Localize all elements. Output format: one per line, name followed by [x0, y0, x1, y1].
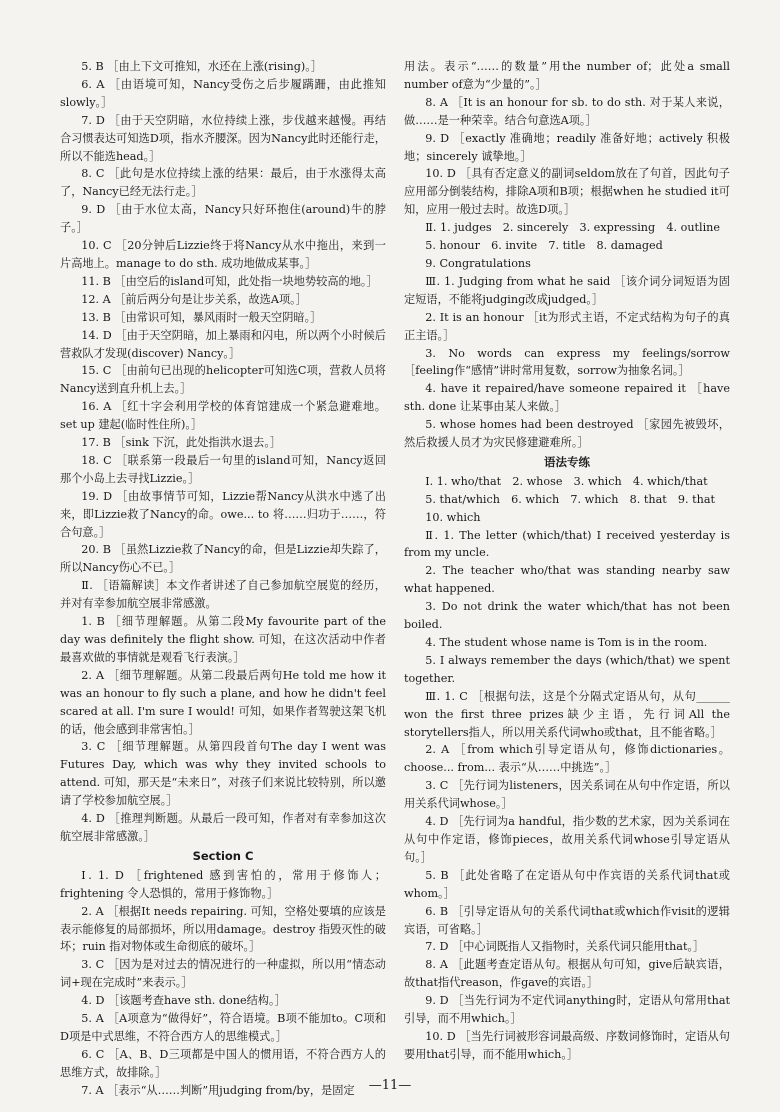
answer-entry: 10. D ［当先行词被形容词最高级、序数词修饰时，定语从句要用that引导，而不能用which。］	[404, 1029, 730, 1061]
answer-entry: 5. whose homes had been destroyed ［家园先被毁坏，然后救援人员才为灾民修建避难所。］	[404, 418, 730, 450]
answer-entry: 8. A ［It is an honour for sb. to do sth. 对于某人来说，做……是一种荣幸。结合句意选A项。］	[404, 95, 730, 127]
answer-entry: 20. B ［虽然Lizzie救了Nancy的命，但是Lizzie却失踪了，所以Nancy伤心不已。］	[60, 543, 386, 575]
answer-entry: 4. D ［先行词为a handful，指少数的艺术家，因为关系词在从句中作定语，修饰pieces，故用关系代词whose引导定语从句。］	[404, 815, 730, 864]
answer-entry: 5. that/which 6. which 7. which 8. that 9. that	[425, 492, 716, 506]
answer-entry: 6. C ［A、B、D三项都是中国人的惯用语，不符合西方人的思维方式，故排除。］	[60, 1047, 386, 1079]
answer-entry: 10. C ［20分钟后Lizzie终于将Nancy从水中拖出，来到一片高地上。manage to do sth. 成功地做成某事。］	[60, 239, 386, 270]
answer-entry: 15. C ［由前句已出现的helicopter可知选C项，营救人员将Nancy送到直升机上去。］	[60, 364, 386, 396]
answer-entry: 4. D ［推理判断题。从最后一段可知，作者对有幸参加这次航空展非常感激。］	[60, 812, 386, 843]
answer-entry: 3. Do not drink the water which/that has not been boiled.	[404, 600, 730, 632]
answer-entry: 11. B ［由空后的island可知，此处指一块地势较高的地。］	[81, 274, 378, 288]
answer-entry: 10. D ［具有否定意义的副词seldom放在了句首，因此句子应用部分倒装结构，排除A项和B项；根据when he studied it可知，应用一般过去时。故选D项。］	[404, 167, 730, 217]
answer-entry: 9. Congratulations	[425, 256, 531, 270]
answer-entry: 5. B ［此处省略了在定语从句中作宾语的关系代词that或whom。］	[404, 868, 730, 900]
answer-entry: Ⅱ. ［语篇解读］本文作者讲述了自己参加航空展览的经历，并对有幸参加航空展非常感激。	[60, 579, 386, 611]
answer-entry: Ⅱ. 1. judges 2. sincerely 3. expressing 4. outline	[425, 221, 721, 235]
answer-entry: 5. A ［A项意为“做得好”，符合语境。B项不能加to。C项和D项是中式思维，不符合西方人的思维模式。］	[60, 1012, 386, 1043]
answer-entry: 2. It is an honour ［it为形式主语，不定式结构为句子的真正主语。］	[404, 310, 730, 342]
section-heading: 语法专练	[544, 454, 590, 469]
answer-entry: 4. D ［该题考查have sth. done结构。］	[81, 994, 286, 1008]
answer-entry: 6. A ［由语境可知，Nancy受伤之后步履蹒跚，由此推知slowly。］	[60, 77, 386, 109]
answer-entry: Ⅲ. 1. Judging from what he said ［该介词分词短语为固定短语，不能将judging改成judged。］	[404, 274, 730, 306]
answer-entry: Ⅱ. 1. The letter (which/that) I received yesterday is from my uncle.	[404, 528, 730, 560]
answer-entry: 8. C ［此句是水位持续上涨的结果：最后，由于水涨得太高了，Nancy已经无法行走。］	[60, 167, 386, 199]
answer-entry: 5. I always remember the days (which/that) we spent together.	[404, 653, 730, 685]
answer-entry: 12. A ［前后两分句是让步关系，故选A项。］	[81, 292, 307, 306]
answer-entry: 2. A ［细节理解题。从第二段最后两句He told me how it was an honour to fly such a plane, and how he didn't feel scared at all. I'm sure I would! 可知，如果作者驾驶这架飞机的话，他会感到非常害怕。］	[60, 668, 386, 736]
answer-entry: 13. B ［由常识可知，暴风雨时一般天空阴暗。］	[81, 310, 322, 324]
answer-entry: 17. B ［sink 下沉，此处指洪水退去。］	[81, 436, 282, 450]
answer-entry: 3. No words can express my feelings/sorrow ［feeling作“感情”讲时常用复数，sorrow为抽象名词。］	[404, 346, 730, 378]
answer-entry: 7. D ［由于天空阴暗，水位持续上涨，步伐越来越慢。再结合习惯表达可知选D项，指水齐腰深。因为Nancy此时还能行走，所以不能选head。］	[60, 113, 386, 163]
answer-entry: 3. C ［细节理解题。从第四段首句The day I went was Futures Day, which was why they invited schools to attend. 可知，那天是“未来日”，对孩子们来说比较特别，所以邀请了学校参加航空展。］	[60, 740, 386, 808]
answer-entry: 1. B ［细节理解题。从第二段My favourite part of the day was definitely the flight show. 可知，在这次活动中作者最喜欢做的事情就是观看飞行表演。］	[60, 615, 386, 664]
answer-entry: 10. which	[425, 510, 481, 524]
answer-entry: 3. C ［先行词为listeners，因关系词在从句中作定语，所以用关系代词whose。］	[404, 779, 730, 811]
answer-entry: 5. B ［由上下文可推知，水还在上涨(rising)。］	[81, 60, 323, 73]
answer-entry: 2. A ［from which引导定语从句，修饰dictionaries。choose... from... 表示“从……中挑选”。］	[404, 743, 730, 775]
answer-entry: 16. A ［红十字会利用学校的体育馆建成一个紧急避难地。set up 建起(临时性住所)。］	[60, 400, 386, 432]
answer-entry: 9. D ［由于水位太高，Nancy只好环抱住(around)牛的脖子。］	[60, 203, 386, 235]
answer-entry: 7. A ［表示“从……判断”用judging from/by，是固定	[81, 1083, 355, 1097]
answer-entry: 3. C ［因为是对过去的情况进行的一种虚拟，所以用“情态动词+现在完成时”来表示。］	[60, 958, 386, 990]
answer-entry: 9. D ［exactly 准确地；readily 准备好地；actively 积极地；sincerely 诚挚地。］	[404, 131, 730, 163]
answer-entry: Ⅰ. 1. D ［frightened 感到害怕的，常用于修饰人；frightening 令人恐惧的，常用于修饰物。］	[60, 868, 386, 900]
answer-entry: 14. D ［由于天空阴暗，加上暴雨和闪电，所以两个小时候后营救队才发现(discover) Nancy。］	[60, 328, 386, 360]
page-number: —11—	[368, 1078, 412, 1093]
answer-entry: 2. A ［根据It needs repairing. 可知，空格处要填的应该是表示能修复的局部损坏，所以用damage。destroy 指毁灭性的破坏；ruin 指对物体或生命彻底的破坏。］	[60, 904, 386, 954]
answer-entry: 4. have it repaired/have someone repaired it ［have sth. done 让某事由某人来做。］	[404, 382, 730, 414]
section-heading: Section C	[192, 848, 254, 863]
answer-entry: 8. A ［此题考查定语从句。根据从句可知，give后缺宾语，故that指代reason，作gave的宾语。］	[404, 958, 730, 990]
answer-entry: 19. D ［由故事情节可知，Lizzie帮Nancy从洪水中逃了出来，即Lizzie救了Nancy的命。owe... to 将……归功于……，符合句意。］	[60, 489, 386, 539]
answer-entry: 4. The student whose name is Tom is in the room.	[425, 636, 708, 649]
answer-entry: 9. D ［当先行词为不定代词anything时，定语从句常用that引导，而不用which。］	[404, 994, 730, 1026]
right-column	[404, 58, 730, 1064]
left-column	[60, 58, 386, 1100]
answer-entry: 2. The teacher who/that was standing nearby saw what happened.	[404, 564, 730, 596]
answer-entry: 5. honour 6. invite 7. title 8. damaged	[425, 239, 663, 253]
answer-entry: 6. B ［引导定语从句的关系代词that或which作visit的逻辑宾语，可省略。］	[404, 904, 730, 936]
answer-entry: 7. D ［中心词既指人又指物时，关系代词只能用that。］	[425, 940, 705, 954]
answer-entry: Ⅲ. 1. C ［根据句法，这是个分隔式定语从句，从句______ won the first three prizes缺少主语，先行词All the storytellers指人，所以用关系代词who或that，且不能省略。］	[404, 689, 730, 739]
answer-entry: 用法。表示“……的数量”用the number of；此处a small number of意为“少量的”。］	[404, 60, 730, 91]
answer-entry: Ⅰ. 1. who/that 2. whose 3. which 4. which/that	[425, 474, 708, 488]
answer-entry: 18. C ［联系第一段最后一句里的island可知，Nancy返回那个小岛上去寻找Lizzie。］	[60, 453, 386, 485]
